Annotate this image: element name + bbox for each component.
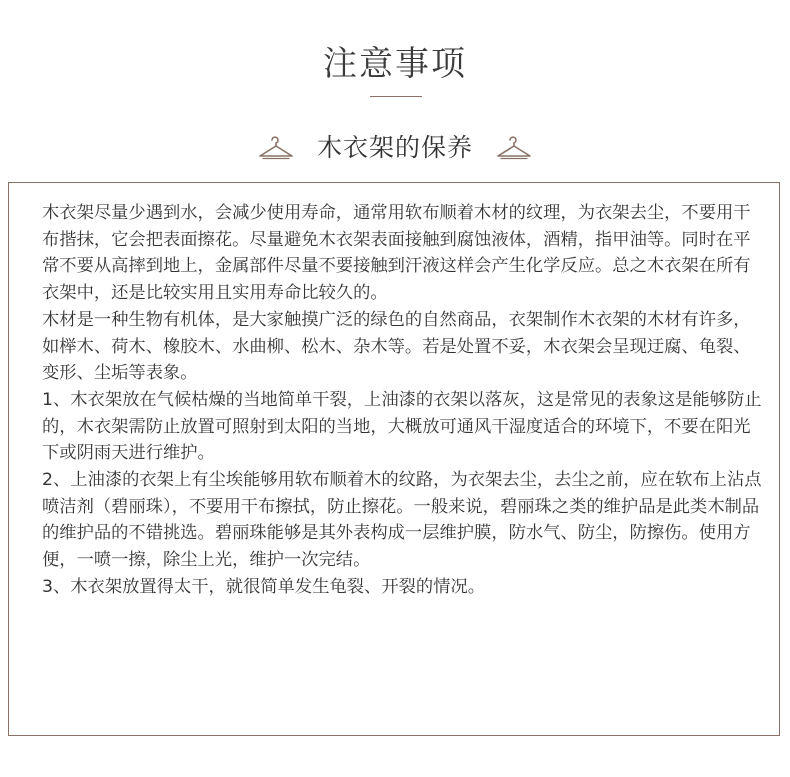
- care-instructions: [42, 200, 762, 601]
- hanger-icon: [495, 135, 533, 161]
- paragraph-tip-1: 1、木衣架放在气候枯燥的当地简单干裂，上油漆的衣架以落灰，这是常见的表象这是能够防止的，木衣架需防止放置可照射到太阳的当地，大概放可通风干湿度适合的环境下，不要在阳光下或阴雨天进行维护。: [42, 389, 762, 464]
- paragraph-tip-2: 2、上油漆的衣架上有尘埃能够用软布顺着木的纹路，为衣架去尘，去尘之前，应在软布上沾点喷洁剂（碧丽珠），不要用干布擦拭，防止擦花。一般来说，碧丽珠之类的维护品是此类木制品的维护品的不错挑选。碧丽珠能够是其外表构成一层维护膜，防水气、防尘，防擦伤。使用方便，一喷一擦，除尘上光，维护一次完结。: [42, 470, 762, 571]
- title-divider: [370, 96, 422, 97]
- paragraph-intro: 木衣架尽量少遇到水，会减少使用寿命，通常用软布顺着木材的纹理，为衣架去尘，不要用干布揩抹，它会把表面擦花。尽量避免木衣架表面接触到腐蚀液体，酒精，指甲油等。同时在平常不要从高摔到地上，金属部件尽量不要接触到汗液这样会产生化学反应。总之木衣架在所有衣架中，还是比较实用且实用寿命比较久的。: [42, 203, 751, 304]
- page-title: 注意事项: [323, 44, 467, 84]
- paragraph-tip-3: 3、木衣架放置得太干，就很简单发生龟裂、开裂的情况。: [42, 576, 486, 597]
- paragraph-material: 木材是一种生物有机体，是大家触摸广泛的绿色的自然商品，衣架制作木衣架的木材有许多，如榉木、荷木、橡胶木、水曲柳、松木、杂木等。若是处置不妥，木衣架会呈现迂腐、龟裂、变形、尘垢等表象。: [42, 309, 751, 384]
- subtitle-row: [0, 126, 790, 170]
- section-subtitle: 木衣架的保养: [316, 133, 473, 162]
- hanger-icon: [257, 135, 295, 161]
